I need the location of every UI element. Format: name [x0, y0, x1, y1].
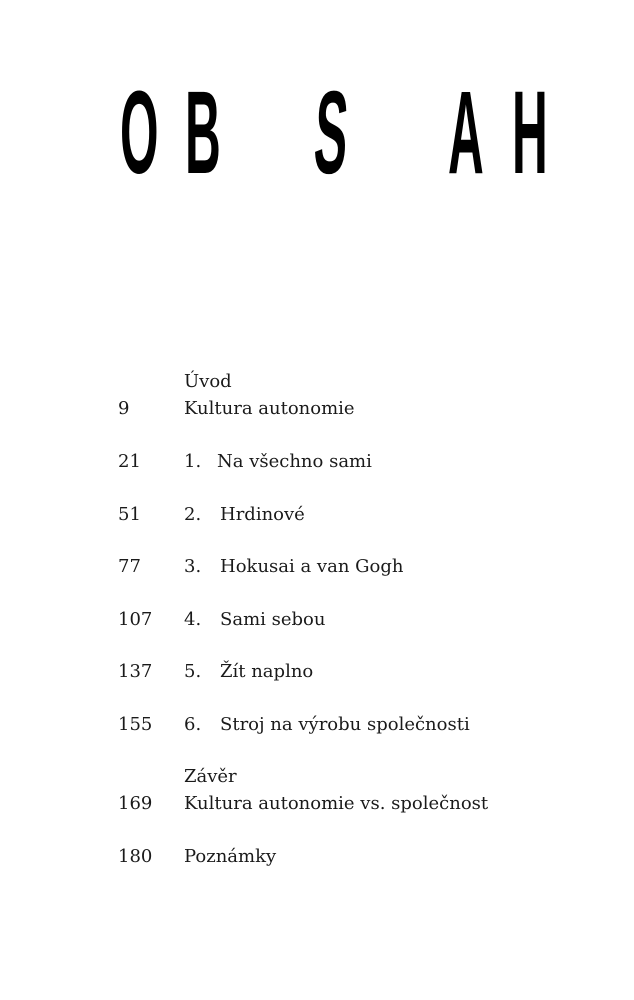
chapter-number: 1.: [184, 451, 202, 472]
chapter-title: Stroj na výrobu společnosti: [220, 714, 470, 735]
chapter-title: Žít naplno: [220, 661, 314, 682]
page-number: 9: [118, 398, 130, 419]
title-letter-s: S: [310, 67, 352, 199]
chapter-number: 2.: [184, 504, 202, 525]
chapter-title: Sami sebou: [220, 609, 326, 630]
chapter-number: 3.: [184, 556, 202, 577]
page-number: 155: [118, 714, 153, 735]
page-number: 77: [118, 556, 141, 577]
page-number: 169: [118, 793, 153, 814]
chapter-number: 4.: [184, 609, 202, 630]
page-number: 180: [118, 846, 153, 867]
chapter-title: Na všechno sami: [217, 451, 372, 472]
intro-section-label: Úvod: [184, 371, 232, 392]
title-letter-a: A: [448, 67, 484, 199]
page-number: 107: [118, 609, 153, 630]
conclusion-section-label: Závěr: [184, 766, 237, 787]
page-number: 137: [118, 661, 153, 682]
chapter-title: Hokusai a van Gogh: [220, 556, 404, 577]
chapter-number: 5.: [184, 661, 202, 682]
entry-title: Poznámky: [184, 846, 277, 867]
chapter-title: Hrdinové: [220, 504, 305, 525]
entry-title: Kultura autonomie vs. společnost: [184, 793, 489, 814]
title-letter-h: H: [512, 67, 548, 199]
page-number: 51: [118, 504, 141, 525]
page-number: 21: [118, 451, 141, 472]
entry-title: Kultura autonomie: [184, 398, 355, 419]
title-letter-b: B: [185, 67, 221, 199]
chapter-number: 6.: [184, 714, 202, 735]
title-letter-o: O: [120, 67, 159, 199]
